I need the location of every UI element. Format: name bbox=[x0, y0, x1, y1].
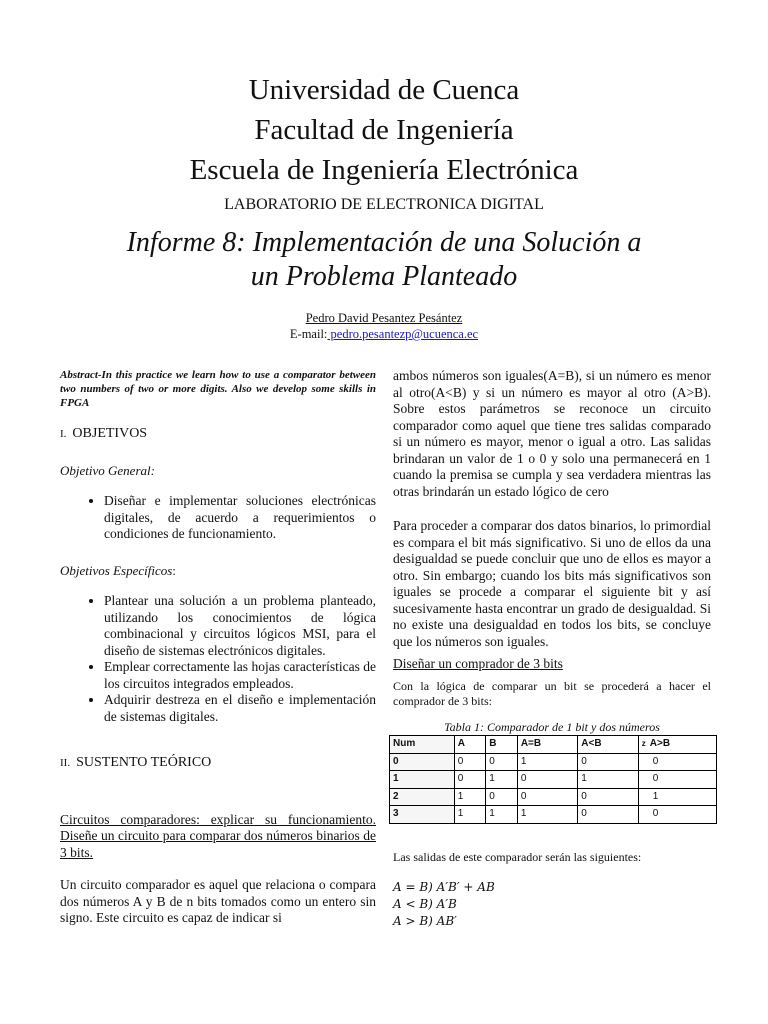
table-cell: 0 bbox=[390, 753, 455, 771]
author-name: Pedro David Pesantez Pesántez bbox=[305, 311, 463, 325]
equations-block bbox=[393, 879, 711, 930]
abstract: Abstract-In this practice we learn how to use a comparator between two numbers of two or more digits. Also we develop some skills in FPGA bbox=[60, 369, 376, 409]
table-header-cell: A=B bbox=[517, 736, 577, 754]
section-title: SUSTENTO TEÓRICO bbox=[76, 755, 212, 770]
table-cell: 1 bbox=[454, 806, 486, 824]
table-caption: Tabla 1: Comparador de 1 bit y dos números bbox=[444, 719, 660, 734]
table-cell: 0 bbox=[486, 753, 518, 771]
header-block bbox=[0, 70, 768, 190]
table-cell: 0 bbox=[517, 788, 577, 806]
table-cell: 1 bbox=[578, 771, 638, 789]
table-cell: 1 bbox=[390, 771, 455, 789]
truth-table bbox=[389, 735, 717, 824]
university-name: Universidad de Cuenca bbox=[248, 74, 520, 106]
email-link[interactable]: pedro.pesantezp@ucuenca.ec bbox=[327, 327, 479, 341]
table-cell: 1 bbox=[486, 806, 518, 824]
table-cell: 2 bbox=[390, 788, 455, 806]
table-cell: 0 bbox=[578, 788, 638, 806]
paragraph-2: Para proceder a comparar dos datos binarios, lo primordial es compara el bit más significativo. Si uno de ellos da una desigualdad se puede concluir que uno de ellos es mayor a otro. Sin embargo; cuando los bits más significativos son iguales se procede a comparar el siguiente bit y así sucesivamente hasta encontrar un grado de desigualdad. Si no existe una desigualdad en todos los bits, se concluye que los números son iguales. bbox=[393, 518, 711, 649]
table-row bbox=[390, 771, 717, 789]
section-title: OBJETIVOS bbox=[72, 426, 148, 441]
table-header-cell: A<B bbox=[578, 736, 638, 754]
equation-less: A < B) A′B bbox=[393, 896, 457, 911]
objetivo-general-list bbox=[60, 493, 376, 543]
section-number: II. bbox=[60, 757, 71, 769]
colon: : bbox=[172, 562, 176, 578]
table-cell: 0 bbox=[578, 806, 638, 824]
table-cell: 1 bbox=[517, 806, 577, 824]
comparators-text: Un circuito comparador es aquel que relaciona o compara dos números A y B de n bits tomados como un entero sin signo. Este circuito es capaz de indicar si bbox=[60, 877, 376, 925]
design-text: Con la lógica de comparar un bit se procederá a hacer el comprador de 3 bits: bbox=[393, 678, 711, 708]
design-heading: Diseñar un comprador de 3 bits bbox=[393, 656, 563, 671]
lab-name: LABORATORIO DE ELECTRONICA DIGITAL bbox=[224, 196, 544, 213]
email-label: E-mail: bbox=[289, 327, 328, 341]
faculty-name: Facultad de Ingeniería bbox=[254, 114, 514, 146]
table-cell: 1 bbox=[454, 788, 486, 806]
author-block bbox=[0, 310, 768, 342]
table-cell: 0 bbox=[638, 771, 716, 789]
objetivo-general-label: Objetivo General: bbox=[60, 462, 155, 478]
table-header-cell bbox=[638, 736, 716, 754]
list-item: • Emplear correctamente las hojas características de los circuitos integrados empleados. bbox=[104, 659, 376, 692]
table-cell: 1 bbox=[638, 788, 716, 806]
outputs-text: Las salidas de este comparador serán las siguientes: bbox=[393, 849, 642, 864]
table-cell: 0 bbox=[578, 753, 638, 771]
table-cell: 1 bbox=[486, 771, 518, 789]
table-header-cell: Num bbox=[390, 736, 455, 754]
table-cell: 0 bbox=[638, 753, 716, 771]
list-item: • Adquirir destreza en el diseño e implementación de sistemas digitales. bbox=[104, 692, 376, 725]
section-objetivos-heading bbox=[60, 426, 376, 443]
left-column bbox=[60, 368, 376, 927]
objetivos-especificos-text: Objetivos Específicos bbox=[60, 562, 173, 578]
table-row bbox=[390, 806, 717, 824]
table-header-text: A>B bbox=[649, 738, 671, 749]
table-extra-mark: z bbox=[641, 739, 646, 748]
table-header-row bbox=[390, 736, 717, 754]
table-row bbox=[390, 788, 717, 806]
school-name: Escuela de Ingeniería Electrónica bbox=[189, 154, 579, 186]
table-row bbox=[390, 753, 717, 771]
table-cell: 0 bbox=[517, 771, 577, 789]
list-item: • Diseñar e implementar soluciones electrónicas digitales, de acuerdo a requerimientos o condiciones de funcionamiento. bbox=[104, 493, 376, 543]
objetivos-especificos-list bbox=[60, 593, 376, 725]
section-sustento-heading bbox=[60, 755, 376, 772]
section-number: I. bbox=[60, 428, 67, 440]
objetivos-especificos-label bbox=[60, 563, 376, 580]
paragraph-1: ambos números son iguales(A=B), si un número es menor al otro(A<B) y si un número es mayor al otro (A>B). Sobre estos parámetros se reconoce un circuito comparador como aquel que tiene tres salidas comparado si un número es mayor, menor o igual a otro. Las salidas brindaran un valor de 1 o 0 y solo una permanecerá en 1 cuando la premisa se cumpla y sea verdadera mientras las otras brindarán un estado lógico de cero bbox=[393, 368, 711, 499]
report-title-line2: un Problema Planteado bbox=[250, 261, 518, 292]
table-header-cell: B bbox=[486, 736, 518, 754]
list-item: • Plantear una solución a un problema planteado, utilizando los conocimientos de lógica combinacional y circuitos lógicos MSI, para el diseño de sistemas electrónicos digitales. bbox=[104, 593, 376, 659]
table-header-cell: A bbox=[454, 736, 486, 754]
table-cell: 0 bbox=[486, 788, 518, 806]
table-cell: 0 bbox=[638, 806, 716, 824]
comparators-heading: Circuitos comparadores: explicar su funcionamiento. Diseñe un circuito para comparar dos números binarios de 3 bits. bbox=[60, 811, 376, 860]
right-column bbox=[393, 368, 711, 930]
equation-greater: A > B) AB′ bbox=[393, 913, 457, 928]
report-title bbox=[0, 226, 768, 294]
table-cell: 3 bbox=[390, 806, 455, 824]
table-cell: 0 bbox=[454, 753, 486, 771]
table-cell: 0 bbox=[454, 771, 486, 789]
report-title-line1: Informe 8: Implementación de una Solución a bbox=[126, 227, 642, 258]
table-cell: 1 bbox=[517, 753, 577, 771]
equation-equal: A = B) A′B′ + AB bbox=[393, 879, 495, 894]
